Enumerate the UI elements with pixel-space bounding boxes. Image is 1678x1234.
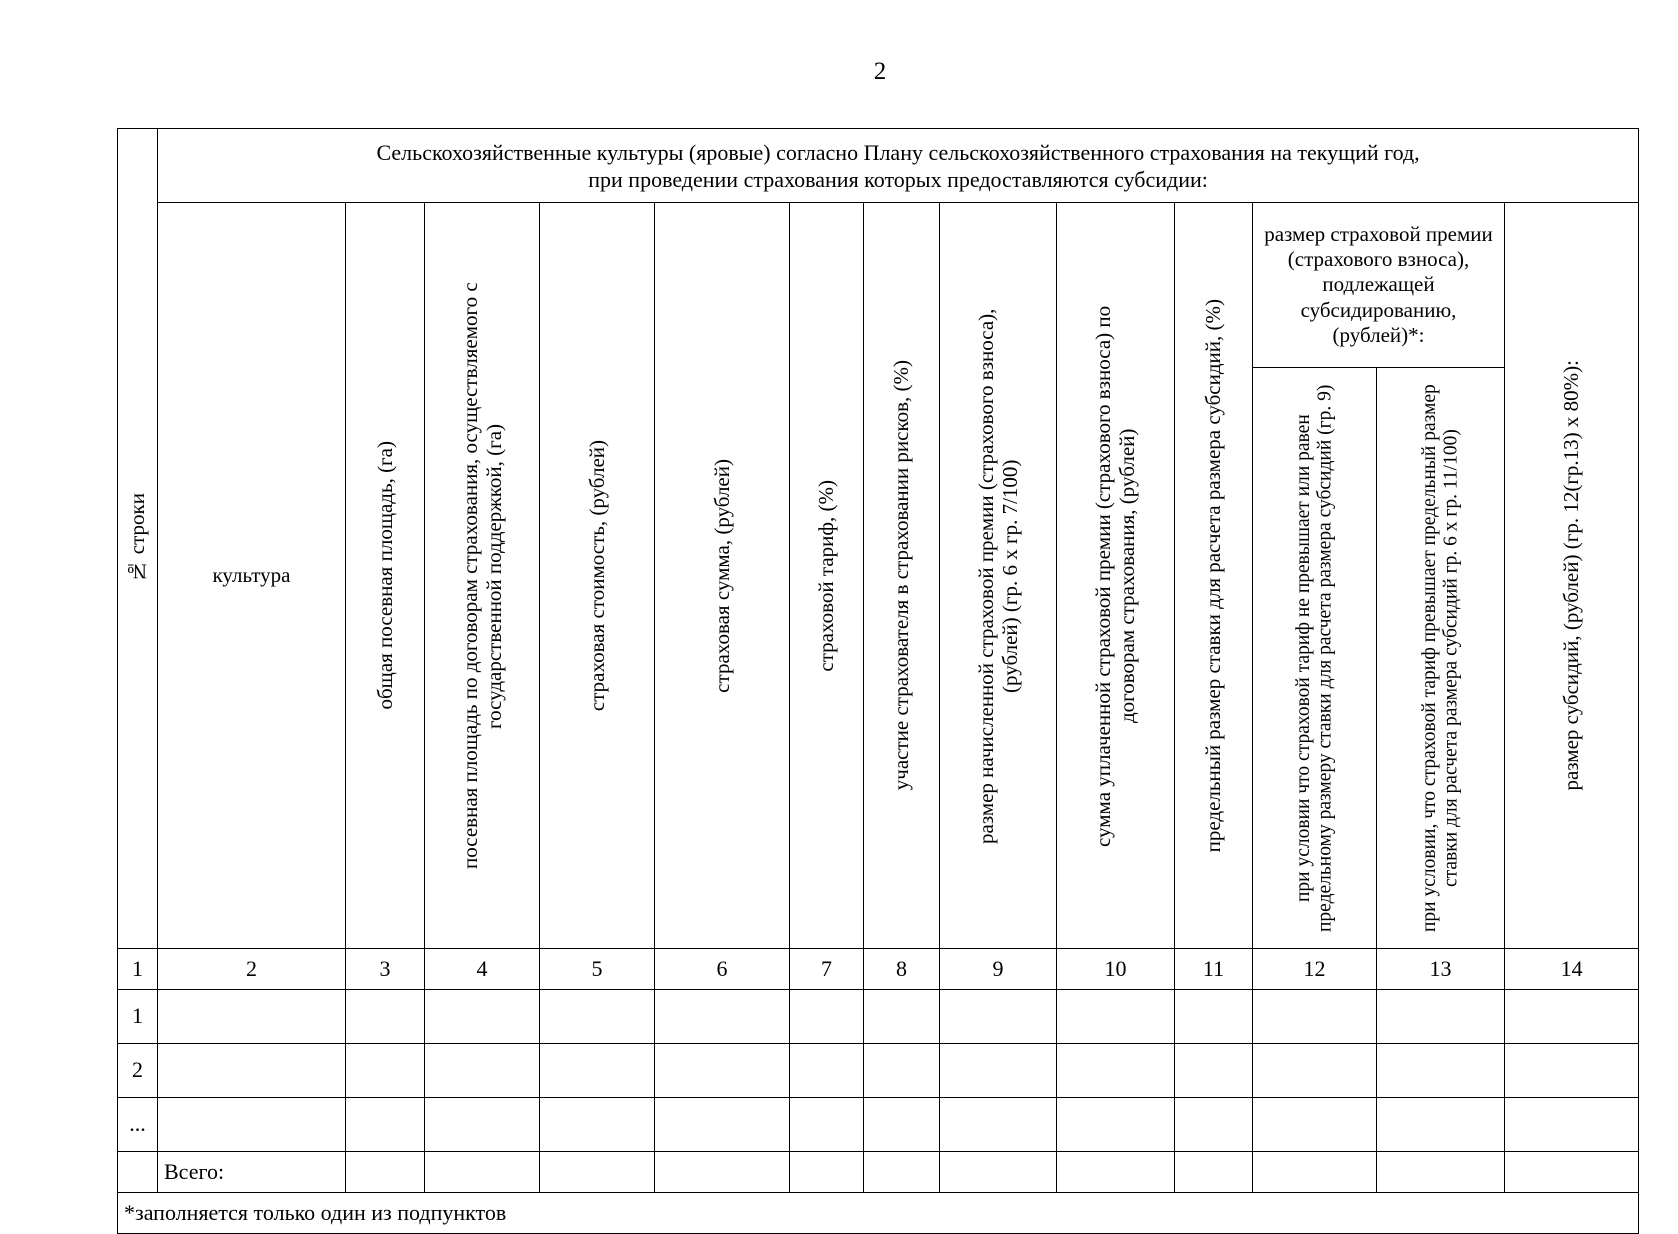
table-title xyxy=(158,129,1639,203)
header-insured-value: страховая стоимость, (рублей) xyxy=(540,203,655,949)
header-total-area: общая посевная площадь, (га) xyxy=(346,203,425,949)
cell xyxy=(346,1044,425,1098)
cell xyxy=(1057,1098,1175,1152)
table-title-line-2: при проведении страхования которых предоставляются субсидии: xyxy=(588,166,1208,192)
cell xyxy=(1505,990,1639,1044)
cell xyxy=(1505,1098,1639,1152)
cell xyxy=(1057,1152,1175,1193)
cell xyxy=(864,1152,940,1193)
column-number: 11 xyxy=(1175,949,1253,990)
cell xyxy=(158,1044,346,1098)
cell xyxy=(655,1044,790,1098)
cell xyxy=(425,990,540,1044)
column-number: 2 xyxy=(158,949,346,990)
subsidy-calculation-table xyxy=(117,128,1639,1234)
cell xyxy=(790,1152,864,1193)
cell xyxy=(790,1098,864,1152)
header-premium-over-limit: при условии, что страховой тариф превышает предельный размер ставки для расчета размера субсидий гр. 6 х гр. 11/100) xyxy=(1377,368,1505,949)
cell xyxy=(1175,990,1253,1044)
cell xyxy=(864,990,940,1044)
cell xyxy=(940,1098,1057,1152)
cell xyxy=(655,990,790,1044)
cell xyxy=(540,1152,655,1193)
header-subsidy-amount: размер субсидий, (рублей) (гр. 12(гр.13) х 80%): xyxy=(1505,203,1639,949)
cell xyxy=(1377,1098,1505,1152)
header-rate-limit: предельный размер ставки для расчета размера субсидий, (%) xyxy=(1175,203,1253,949)
header-insured-area: посевная площадь по договорам страхования, осуществляемого с государственной поддержкой, (га) xyxy=(425,203,540,949)
column-number: 7 xyxy=(790,949,864,990)
cell xyxy=(940,1152,1057,1193)
total-label: Всего: xyxy=(158,1152,346,1193)
footnote: *заполняется только один из подпунктов xyxy=(118,1193,1639,1234)
cell xyxy=(1057,1044,1175,1098)
header-premium-within-limit: при условии что страховой тариф не превышает или равен предельному размеру ставки для расчета размера субсидий (гр. 9) xyxy=(1253,368,1377,949)
cell xyxy=(158,990,346,1044)
header-subsidized-premium: размер страховой премии (страхового взноса), подлежащей субсидированию, (рублей)*: xyxy=(1253,203,1505,368)
column-number: 12 xyxy=(1253,949,1377,990)
cell xyxy=(1057,990,1175,1044)
cell xyxy=(346,1098,425,1152)
cell xyxy=(790,990,864,1044)
cell xyxy=(1505,1152,1639,1193)
cell xyxy=(655,1152,790,1193)
cell xyxy=(118,1152,158,1193)
header-crop: культура xyxy=(158,203,346,949)
cell xyxy=(1253,1098,1377,1152)
row-number: 1 xyxy=(118,990,158,1044)
table-row xyxy=(118,1098,1639,1152)
cell xyxy=(864,1044,940,1098)
cell xyxy=(1253,1152,1377,1193)
cell xyxy=(540,1098,655,1152)
cell xyxy=(1377,1152,1505,1193)
column-number: 1 xyxy=(118,949,158,990)
row-number: 2 xyxy=(118,1044,158,1098)
cell xyxy=(1377,1044,1505,1098)
column-number: 4 xyxy=(425,949,540,990)
header-tariff: страховой тариф, (%) xyxy=(790,203,864,949)
cell xyxy=(1505,1044,1639,1098)
column-number-row xyxy=(118,949,1639,990)
column-number: 8 xyxy=(864,949,940,990)
table-row xyxy=(118,1044,1639,1098)
cell xyxy=(940,1044,1057,1098)
table-row xyxy=(118,990,1639,1044)
cell xyxy=(346,1152,425,1193)
cell xyxy=(1175,1098,1253,1152)
column-number: 6 xyxy=(655,949,790,990)
header-paid-premium: сумма уплаченной страховой премии (страхового взноса) по договорам страхования, (рублей) xyxy=(1057,203,1175,949)
cell xyxy=(1253,990,1377,1044)
cell xyxy=(540,990,655,1044)
table-title-line-1: Сельскохозяйственные культуры (яровые) согласно Плану сельскохозяйственного страхования на текущий год, xyxy=(376,139,1420,165)
page-number: 2 xyxy=(873,58,887,85)
cell xyxy=(1175,1152,1253,1193)
header-insured-sum: страховая сумма, (рублей) xyxy=(655,203,790,949)
cell xyxy=(425,1152,540,1193)
cell xyxy=(940,990,1057,1044)
cell xyxy=(1175,1044,1253,1098)
cell xyxy=(1377,990,1505,1044)
cell xyxy=(425,1098,540,1152)
header-insurer-share: участие страхователя в страховании рисков, (%) xyxy=(864,203,940,949)
total-row xyxy=(118,1152,1639,1193)
column-number: 5 xyxy=(540,949,655,990)
cell xyxy=(158,1098,346,1152)
cell xyxy=(655,1098,790,1152)
column-number: 10 xyxy=(1057,949,1175,990)
cell xyxy=(425,1044,540,1098)
column-number: 3 xyxy=(346,949,425,990)
cell xyxy=(790,1044,864,1098)
column-number: 14 xyxy=(1505,949,1639,990)
cell xyxy=(864,1098,940,1152)
cell xyxy=(540,1044,655,1098)
header-accrued-premium: размер начисленной страховой премии (страхового взноса), (рублей) (гр. 6 х гр. 7/100) xyxy=(940,203,1057,949)
header-row-number: № строки xyxy=(118,129,158,949)
column-number: 9 xyxy=(940,949,1057,990)
column-number: 13 xyxy=(1377,949,1505,990)
row-number: ... xyxy=(118,1098,158,1152)
cell xyxy=(346,990,425,1044)
cell xyxy=(1253,1044,1377,1098)
